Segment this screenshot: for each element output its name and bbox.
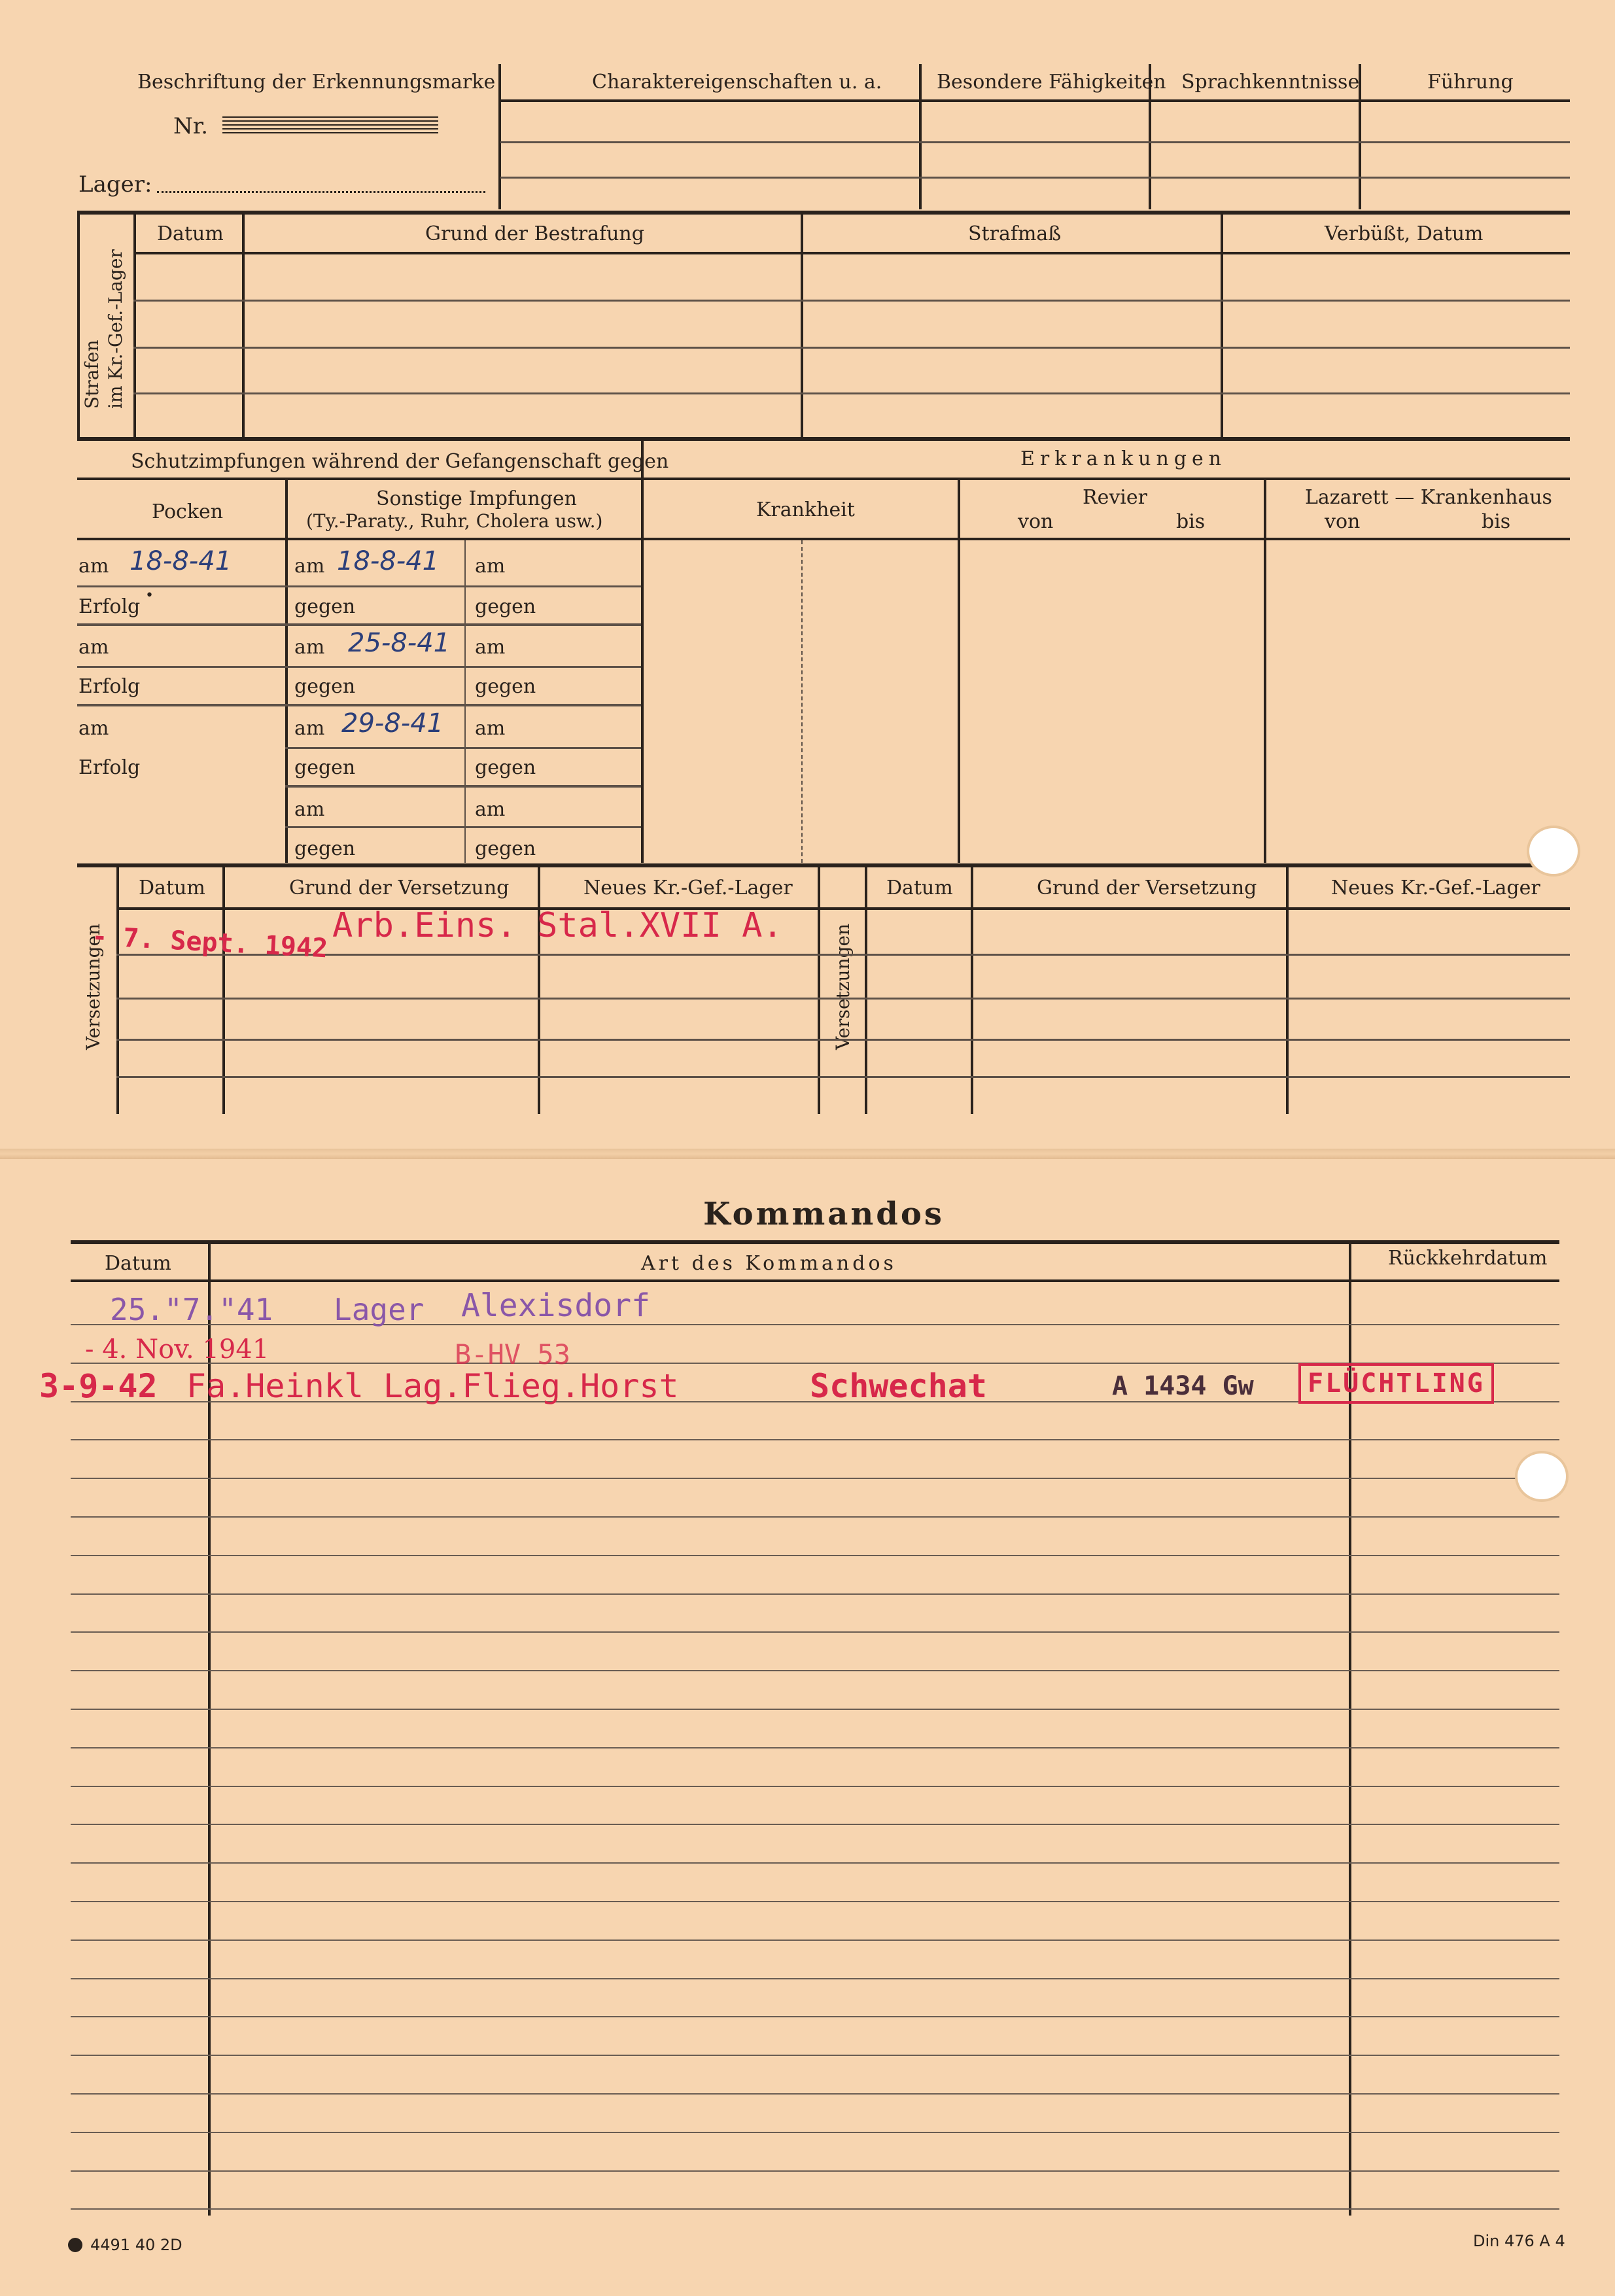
erfolg-1-mark: • xyxy=(145,587,154,604)
kommandos-row-line xyxy=(71,2093,1559,2095)
kommando-row1-text-a: Lager xyxy=(334,1292,425,1327)
rule xyxy=(77,478,1570,480)
divider xyxy=(464,540,466,863)
rule xyxy=(116,998,1570,1000)
fold-line xyxy=(0,1149,1615,1159)
section-rule xyxy=(77,437,1570,441)
strafen-col-grund: Grund der Bestrafung xyxy=(425,222,644,245)
vers-col-grund-right: Grund der Versetzung xyxy=(1037,877,1257,899)
rule xyxy=(285,747,641,749)
sonst-gegen-1b: gegen xyxy=(475,595,536,618)
rule xyxy=(71,1279,1559,1282)
kommandos-row-line xyxy=(71,1478,1559,1479)
vers-col-datum-left: Datum xyxy=(139,877,205,899)
krankheit-header: Krankheit xyxy=(756,498,855,521)
kommandos-row-line xyxy=(71,1901,1559,1902)
sonst-gegen-4: gegen xyxy=(294,837,356,860)
lazarett-von: von xyxy=(1325,510,1361,533)
pocken-am-3: am xyxy=(78,717,109,740)
revier-bis: bis xyxy=(1176,510,1206,533)
rule xyxy=(500,177,1570,179)
kommandos-row-line xyxy=(71,2132,1559,2133)
section-rule xyxy=(71,1240,1559,1244)
divider xyxy=(1221,213,1223,438)
erkrankungen-title: Erkrankungen xyxy=(1020,447,1227,470)
kommando-row3-text-a: Fa.Heinkl Lag.Flieg.Horst xyxy=(186,1367,679,1405)
pocken-erfolg-1: Erfolg xyxy=(78,595,141,618)
kommandos-row-line xyxy=(71,2170,1559,2172)
kommandos-row-line xyxy=(71,1786,1559,1787)
divider xyxy=(242,213,245,438)
kommandos-row-line xyxy=(71,1593,1559,1595)
kommandos-row-line xyxy=(71,1439,1559,1440)
kommandos-row-line xyxy=(71,2208,1559,2210)
kommandos-row-line xyxy=(71,1978,1559,1979)
pocken-am-1: am xyxy=(78,555,109,578)
pocken-header: Pocken xyxy=(152,500,224,523)
kommando-row3-date: 3-9-42 xyxy=(39,1367,158,1405)
divider xyxy=(285,479,288,863)
divider xyxy=(498,64,501,209)
strafen-side-label-2: im Kr.-Gef.-Lager xyxy=(105,249,126,409)
col-charakter: Charaktereigenschaften u. a. xyxy=(592,71,882,94)
rule xyxy=(133,392,1570,394)
divider xyxy=(77,213,80,438)
revier-header: Revier xyxy=(1083,486,1147,509)
col-fuehrung: Führung xyxy=(1427,71,1514,94)
pocken-am-2: am xyxy=(78,636,109,659)
kommando-row1-date: 25."7."41 xyxy=(110,1292,273,1327)
kommandos-title: Kommandos xyxy=(703,1196,945,1232)
rule xyxy=(500,141,1570,143)
punch-hole xyxy=(1529,828,1578,874)
versetzung-text-stamp: Arb.Eins. Stal.XVII A. xyxy=(332,906,783,945)
divider xyxy=(801,540,803,863)
kommandos-row-line xyxy=(71,1670,1559,1671)
divider xyxy=(1264,479,1266,863)
sonst-am-1b: am xyxy=(475,555,506,578)
divider xyxy=(919,64,922,209)
sonst-am-3-value: 29-8-41 xyxy=(341,708,444,739)
section-rule xyxy=(77,211,1570,215)
pocken-am-1-value: 18-8-41 xyxy=(130,546,232,576)
sonst-am-4b: am xyxy=(475,798,506,821)
strafen-col-verbuesst: Verbüßt, Datum xyxy=(1325,222,1484,245)
rule xyxy=(133,252,1570,254)
sonst-am-4: am xyxy=(294,798,325,821)
rule xyxy=(500,99,1570,102)
sonstige-header-2: (Ty.-Paraty., Ruhr, Cholera usw.) xyxy=(306,510,603,532)
kommandos-col-art: Art des Kommandos xyxy=(641,1252,897,1275)
rule xyxy=(285,826,641,828)
col-sprach: Sprachkenntnisse xyxy=(1181,71,1360,94)
rule xyxy=(77,704,641,706)
versetzung-date-stamp: - 7. Sept. 1942 xyxy=(91,921,329,964)
lazarett-header: Lazarett — Krankenhaus xyxy=(1305,486,1552,509)
rule xyxy=(116,954,1570,956)
sonst-gegen-2b: gegen xyxy=(475,675,536,698)
kommandos-col-datum: Datum xyxy=(105,1252,171,1275)
rule xyxy=(116,1039,1570,1041)
punch-hole xyxy=(1518,1453,1566,1499)
sonst-am-3b: am xyxy=(475,717,506,740)
kommandos-row-line xyxy=(71,1747,1559,1748)
revier-von: von xyxy=(1018,510,1054,533)
rule xyxy=(77,585,641,587)
divider xyxy=(958,479,960,863)
lazarett-bis: bis xyxy=(1482,510,1511,533)
pocken-erfolg-3: Erfolg xyxy=(78,756,141,779)
kommandos-col-rueckkehr: Rückkehrdatum xyxy=(1388,1247,1548,1270)
fluechtling-stamp: FLÜCHTLING xyxy=(1298,1363,1494,1404)
section-rule xyxy=(77,863,1570,867)
kommandos-row-line xyxy=(71,2055,1559,2056)
kommandos-row-line xyxy=(71,2016,1559,2017)
col-faehigkeiten: Besondere Fähigkeiten xyxy=(937,71,1166,94)
kommando-row2-date: - 4. Nov. 1941 xyxy=(85,1334,269,1365)
sonstige-header-1: Sonstige Impfungen xyxy=(376,487,578,510)
kommandos-row-line xyxy=(71,1516,1559,1518)
rule xyxy=(133,300,1570,302)
lager-field[interactable] xyxy=(157,191,485,193)
kommandos-row-line xyxy=(71,1862,1559,1864)
kommando-row2-text: B-HV 53 xyxy=(455,1338,571,1370)
kommandos-row-line xyxy=(71,1324,1559,1325)
kommandos-row-line xyxy=(71,1824,1559,1825)
erkennungsmarke-label: Beschriftung der Erkennungsmarke xyxy=(137,71,496,94)
vers-col-grund-left: Grund der Versetzung xyxy=(289,877,510,899)
versetzungen-side-label-right: Versetzungen xyxy=(832,923,854,1050)
sonst-gegen-3b: gegen xyxy=(475,756,536,779)
sonst-gegen-1: gegen xyxy=(294,595,356,618)
print-code: 4491 40 2D xyxy=(90,2236,182,2254)
versetzungen-side-label-left: Versetzungen xyxy=(82,923,104,1050)
sonst-gegen-4b: gegen xyxy=(475,837,536,860)
nr-field[interactable] xyxy=(222,116,438,133)
kommando-row3-text-b: Schwechat xyxy=(810,1367,987,1405)
sonst-am-2-value: 25-8-41 xyxy=(348,628,451,658)
divider xyxy=(133,213,136,438)
sonst-am-2b: am xyxy=(475,636,506,659)
rule xyxy=(77,538,1570,540)
divider xyxy=(801,213,803,438)
kommando-row3-code: A 1434 Gw xyxy=(1112,1371,1254,1401)
sonst-am-1-value: 18-8-41 xyxy=(337,546,440,576)
rule xyxy=(133,347,1570,349)
vers-col-lager-right: Neues Kr.-Gef.-Lager xyxy=(1331,877,1540,899)
vers-col-lager-left: Neues Kr.-Gef.-Lager xyxy=(583,877,793,899)
kommandos-row-line xyxy=(71,1939,1559,1941)
divider xyxy=(641,439,644,863)
kommandos-row-line xyxy=(71,1709,1559,1710)
printer-mark-icon xyxy=(68,2238,82,2252)
strafen-col-strafmass: Strafmaß xyxy=(968,222,1062,245)
sonst-am-3: am xyxy=(294,717,325,740)
sonst-gegen-3: gegen xyxy=(294,756,356,779)
rule xyxy=(77,623,641,626)
nr-label: Nr. xyxy=(173,113,209,139)
rule xyxy=(77,666,641,668)
impfungen-title: Schutzimpfungen während der Gefangenschaft gegen xyxy=(131,450,669,473)
sonst-am-2: am xyxy=(294,636,325,659)
vers-col-datum-right: Datum xyxy=(886,877,953,899)
kommandos-row-line xyxy=(71,1555,1559,1556)
rule xyxy=(285,785,641,788)
lager-label: Lager: xyxy=(78,171,152,198)
pocken-erfolg-2: Erfolg xyxy=(78,675,141,698)
strafen-col-datum: Datum xyxy=(157,222,224,245)
strafen-side-label-1: Strafen xyxy=(81,339,103,409)
sonst-gegen-2: gegen xyxy=(294,675,356,698)
din-label: Din 476 A 4 xyxy=(1473,2232,1565,2250)
kommandos-row-line xyxy=(71,1631,1559,1633)
kommando-row1-text-b: Alexisdorf xyxy=(461,1287,650,1324)
sonst-am-1: am xyxy=(294,555,325,578)
rule xyxy=(116,1076,1570,1078)
